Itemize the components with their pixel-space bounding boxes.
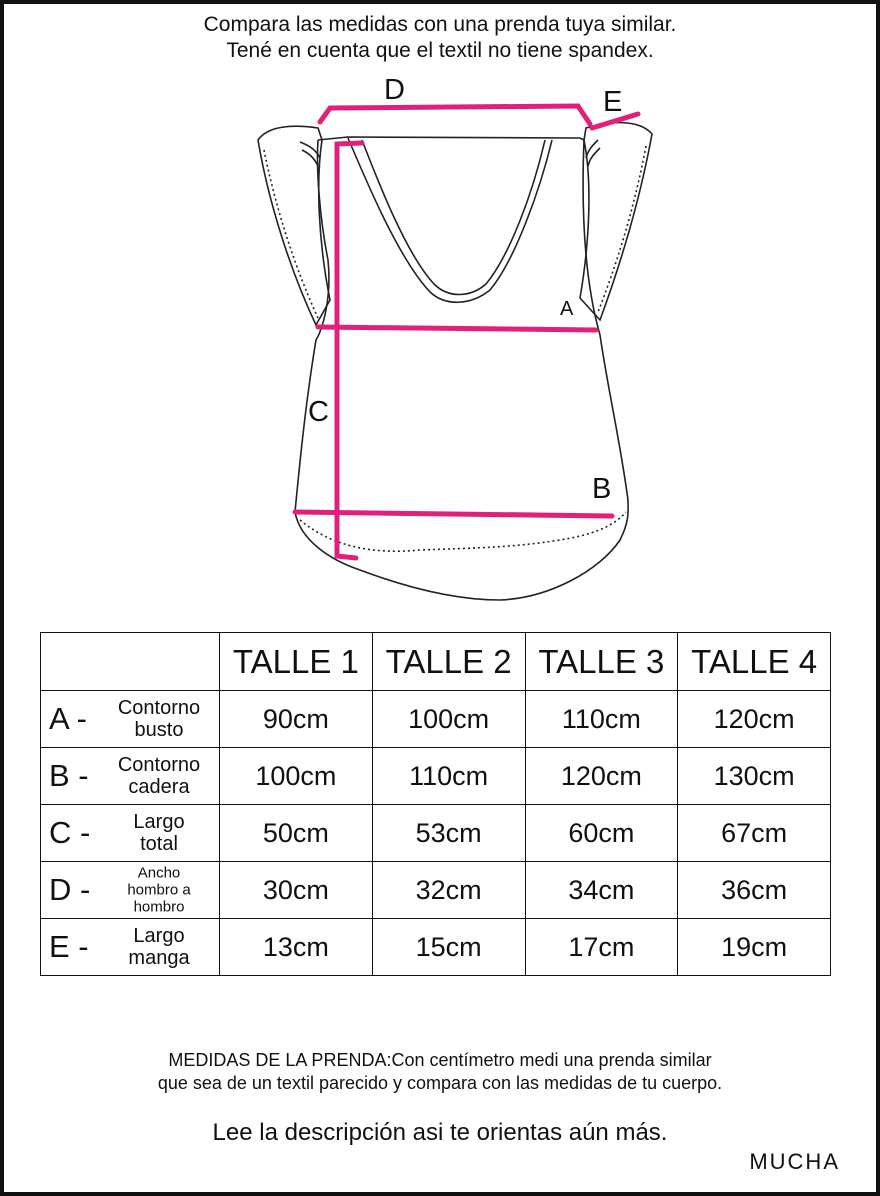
measure-line-b bbox=[295, 512, 612, 516]
size-table bbox=[40, 632, 831, 976]
row-letter: A - bbox=[49, 701, 87, 736]
row-header bbox=[41, 748, 220, 805]
footer-line-1: MEDIDAS DE LA PRENDA:Con centímetro medi una prenda similar bbox=[168, 1050, 712, 1070]
column-header: TALLE 2 bbox=[372, 633, 525, 691]
column-header: TALLE 4 bbox=[678, 633, 831, 691]
row-letter: C - bbox=[49, 815, 91, 850]
row-description: Ancho hombro a hombro bbox=[127, 864, 191, 916]
footer-line-3: Lee la descripción asi te orientas aún más. bbox=[212, 1119, 668, 1146]
row-header bbox=[41, 919, 220, 976]
header-line-1: Compara las medidas con una prenda tuya similar. bbox=[203, 13, 677, 36]
garment-outline bbox=[258, 123, 652, 600]
measure-line-d bbox=[320, 106, 590, 124]
row-letter: E - bbox=[49, 929, 89, 964]
label-e: E bbox=[603, 86, 623, 118]
label-d: D bbox=[384, 74, 405, 106]
row-header bbox=[41, 805, 220, 862]
label-c: C bbox=[308, 396, 329, 428]
table-row bbox=[41, 862, 831, 919]
table-row bbox=[41, 691, 831, 748]
table-cell: 110cm bbox=[372, 748, 525, 805]
column-header: TALLE 1 bbox=[220, 633, 373, 691]
table-corner bbox=[41, 633, 220, 691]
column-header: TALLE 3 bbox=[525, 633, 678, 691]
table-cell: 110cm bbox=[525, 691, 678, 748]
table-cell: 100cm bbox=[372, 691, 525, 748]
table-cell: 53cm bbox=[372, 805, 525, 862]
row-header bbox=[41, 691, 220, 748]
table-row bbox=[41, 805, 831, 862]
table-cell: 60cm bbox=[525, 805, 678, 862]
table-cell: 13cm bbox=[220, 919, 373, 976]
table-cell: 36cm bbox=[678, 862, 831, 919]
table-cell: 32cm bbox=[372, 862, 525, 919]
table-cell: 100cm bbox=[220, 748, 373, 805]
table-header-row bbox=[41, 633, 831, 691]
brand-logo: MUCHA bbox=[749, 1149, 840, 1174]
row-header bbox=[41, 862, 220, 919]
label-a: A bbox=[560, 298, 574, 320]
row-description: Largo total bbox=[133, 811, 185, 855]
table-cell: 67cm bbox=[678, 805, 831, 862]
measure-line-c bbox=[337, 143, 362, 558]
table-cell: 17cm bbox=[525, 919, 678, 976]
measure-line-a bbox=[318, 327, 596, 330]
label-b: B bbox=[592, 473, 612, 505]
table-cell: 90cm bbox=[220, 691, 373, 748]
table-cell: 130cm bbox=[678, 748, 831, 805]
row-letter: B - bbox=[49, 758, 89, 793]
table-cell: 34cm bbox=[525, 862, 678, 919]
table-cell: 50cm bbox=[220, 805, 373, 862]
table-cell: 120cm bbox=[525, 748, 678, 805]
row-description: Contorno cadera bbox=[117, 754, 201, 798]
row-description: Largo manga bbox=[128, 925, 190, 969]
table-cell: 15cm bbox=[372, 919, 525, 976]
header-line-2: Tené en cuenta que el textil no tiene spandex. bbox=[226, 39, 654, 62]
row-description: Contorno busto bbox=[117, 697, 201, 741]
table-cell: 120cm bbox=[678, 691, 831, 748]
row-letter: D - bbox=[49, 872, 91, 907]
table-row bbox=[41, 748, 831, 805]
table-cell: 19cm bbox=[678, 919, 831, 976]
table-row bbox=[41, 919, 831, 976]
table-cell: 30cm bbox=[220, 862, 373, 919]
measure-lines bbox=[295, 106, 638, 558]
footer-line-2: que sea de un textil parecido y compara con las medidas de tu cuerpo. bbox=[157, 1073, 723, 1093]
